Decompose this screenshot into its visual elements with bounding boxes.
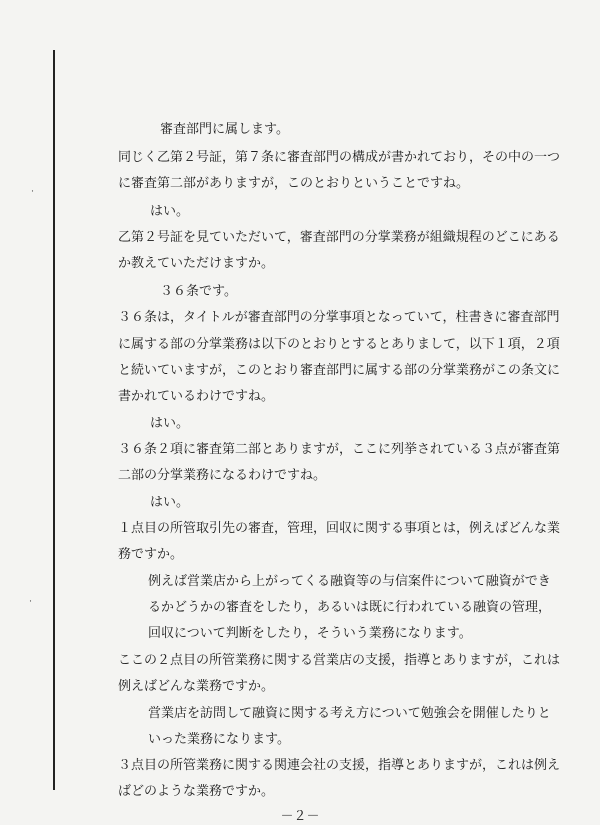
text-line: ばどのような業務ですか。: [118, 784, 275, 799]
text-line: 乙第２号証を見ていただいて，審査部門の分掌業務が組織規程のどこにある: [118, 230, 560, 245]
scan-speck: ˙: [30, 190, 35, 201]
text-line: ここの２点目の所管業務に関する営業店の支援，指導とありますが，これは: [118, 653, 561, 668]
answer-line: 回収について判断をしたり，そういう業務になります。: [148, 626, 472, 641]
page-number: －２－: [280, 809, 320, 824]
answer-line: はい。: [150, 416, 190, 431]
left-margin-rule: [53, 50, 55, 790]
answer-line: ３６条です。: [160, 284, 237, 299]
answer-line: はい。: [150, 495, 190, 510]
text-line: に属する部の分掌業務は以下のとおりとするとありまして，以下１項，２項: [118, 337, 560, 352]
text-line: ３点目の所管業務に関する関連会社の支援，指導とありますが，これは例え: [118, 758, 561, 773]
text-line: 同じく乙第２号証，第７条に審査部門の構成が書かれており，その中の一つ: [118, 150, 561, 165]
text-line: 務ですか。: [118, 547, 184, 562]
text-line: １点目の所管取引先の審査，管理，回収に関する事項とは，例えばどんな業: [118, 521, 561, 536]
text-line: か教えていただけますか。: [118, 256, 275, 271]
answer-line: るかどうかの審査をしたり，あるいは既に行われている融資の管理，: [148, 600, 552, 615]
answer-line: 例えば営業店から上がってくる融資等の与信案件について融資ができ: [148, 574, 551, 589]
answer-line: はい。: [150, 204, 190, 219]
text-line: ３６条は，タイトルが審査部門の分掌事項となっていて，柱書きに審査部門: [118, 310, 560, 325]
answer-line: 営業店を訪問して融資に関する考え方について勉強会を開催したりと: [148, 706, 551, 721]
text-line: に審査第二部がありますが，このとおりということですね。: [118, 176, 470, 191]
text-line: 審査部門に属します。: [160, 122, 289, 137]
text-line: 二部の分掌業務になるわけですね。: [118, 468, 327, 483]
scan-speck: ˙: [28, 600, 33, 611]
text-line: 書かれているわけですね。: [118, 389, 275, 404]
text-line: と続いていますが，このとおり審査部門に属する部の分掌業務がこの条文に: [118, 363, 561, 378]
answer-line: いった業務になります。: [148, 732, 290, 747]
text-line: 例えばどんな業務ですか。: [118, 679, 275, 694]
text-line: ３６条２項に審査第二部とありますが，ここに列挙されている３点が審査第: [118, 442, 561, 457]
